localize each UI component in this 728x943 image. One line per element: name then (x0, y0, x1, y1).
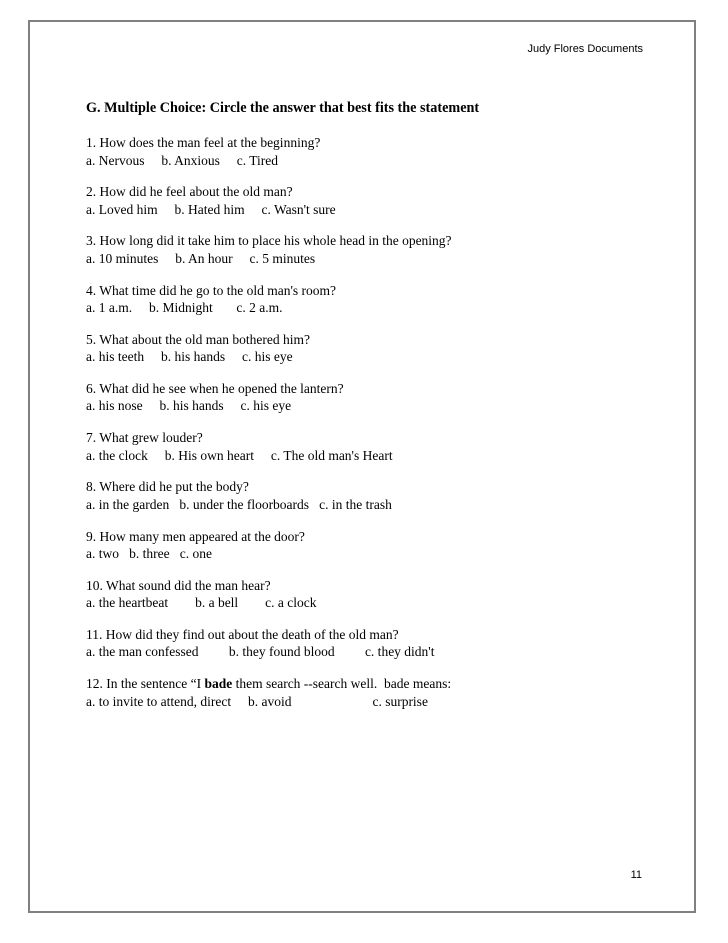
question-text: 3. How long did it take him to place his whole head in the opening? (86, 233, 452, 249)
answer-options: a. 10 minutes b. An hour c. 5 minutes (86, 250, 316, 266)
question-10 (86, 577, 666, 626)
question-3 (86, 232, 666, 281)
answer-options: a. to invite to attend, direct b. avoid c. surprise (86, 693, 428, 709)
answer-options: a. the heartbeat b. a bell c. a clock (86, 595, 317, 611)
question-7 (86, 429, 666, 478)
question-text: 9. How many men appeared at the door? (86, 528, 305, 544)
question-text: 11. How did they find out about the death of the old man? (86, 626, 399, 642)
question-1 (86, 134, 666, 183)
question-4 (86, 282, 666, 331)
answer-options: a. Nervous b. Anxious c. Tired (86, 152, 278, 168)
section-title: G. Multiple Choice: Circle the answer that best fits the statement (86, 100, 480, 116)
header-text: Judy Flores Documents (527, 43, 643, 55)
question-text (86, 675, 666, 693)
question-text: 6. What did he see when he opened the lantern? (86, 380, 344, 396)
answer-options: a. 1 a.m. b. Midnight c. 2 a.m. (86, 300, 283, 316)
question-8 (86, 478, 666, 527)
answer-options: a. the clock b. His own heart c. The old man's Heart (86, 447, 393, 463)
question-9 (86, 528, 666, 577)
question-2 (86, 183, 666, 232)
answer-options: a. the man confessed b. they found blood c. they didn't (86, 644, 435, 660)
question-6 (86, 380, 666, 429)
question-list (86, 134, 666, 724)
question-text: 1. How does the man feel at the beginning? (86, 135, 321, 150)
answer-options: a. his teeth b. his hands c. his eye (86, 349, 293, 365)
question-11 (86, 626, 666, 675)
answer-options: a. two b. three c. one (86, 546, 212, 561)
answer-options: a. his nose b. his hands c. his eye (86, 398, 292, 414)
answer-options: a. Loved him b. Hated him c. Wasn't sure (86, 201, 336, 217)
question-text: 10. What sound did the man hear? (86, 577, 271, 593)
question-text-after: them search --search well. bade means: (232, 676, 452, 692)
question-text: 7. What grew louder? (86, 430, 203, 446)
question-text: 4. What time did he go to the old man's room? (86, 282, 337, 298)
page-number: 11 (630, 869, 642, 881)
question-text: 5. What about the old man bothered him? (86, 331, 310, 347)
question-text-before: 12. In the sentence “I (86, 676, 205, 692)
question-text: 8. Where did he put the body? (86, 479, 249, 495)
question-text: 2. How did he feel about the old man? (86, 184, 293, 200)
question-bold-word: bade (204, 676, 233, 692)
answer-options: a. in the garden b. under the floorboards c. in the trash (86, 496, 392, 512)
question-5 (86, 331, 666, 380)
question-12 (86, 675, 666, 724)
